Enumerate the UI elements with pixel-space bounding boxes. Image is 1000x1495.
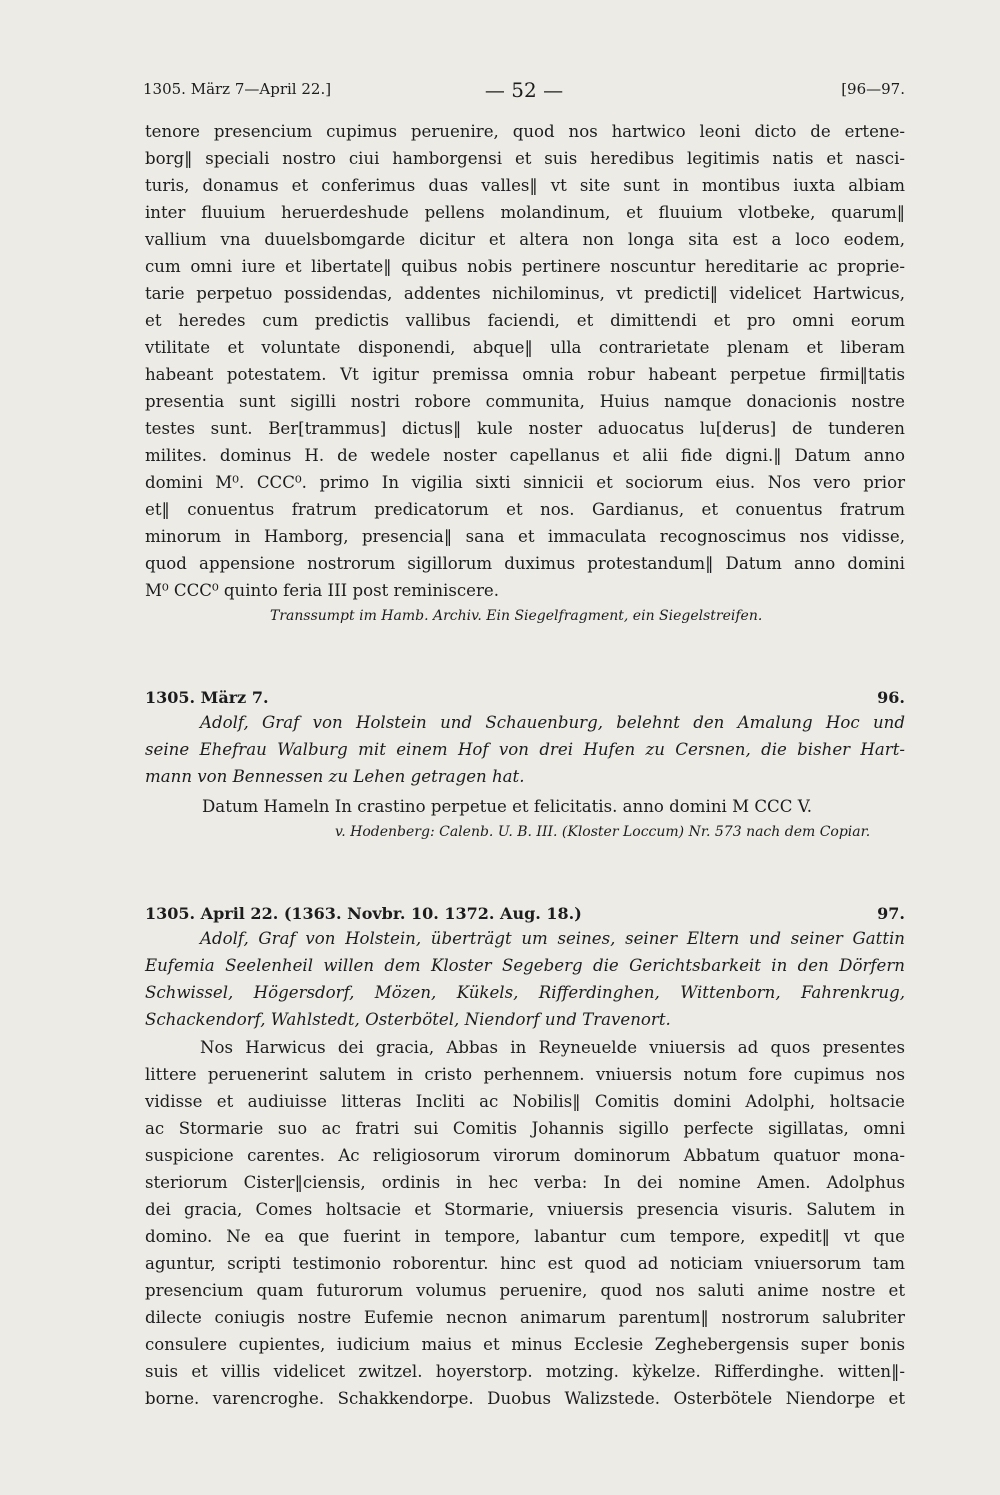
entry-header	[145, 685, 905, 711]
text-line: suis et villis videlicet zwitzel. hoyerstorp. motzing. kỳkelze. Rifferdinghe. witten‖-	[145, 1362, 905, 1381]
text-line: minorum in Hamborg, presencia‖ sana et immaculata recognoscimus nos vidisse,	[145, 527, 905, 546]
page-number: — 52 —	[484, 78, 564, 102]
text-line: domino. Ne ea que fuerint in tempore, labantur cum tempore, expedit‖ vt que	[145, 1227, 905, 1246]
text-line: cum omni iure et libertate‖ quibus nobis pertinere noscuntur hereditarie ac proprie-	[145, 257, 905, 276]
text-line: domini M⁰. CCC⁰. primo In vigilia sixti sinnicii et sociorum eius. Nos vero prior	[145, 473, 905, 492]
text-line: ac Stormarie suo ac fratri sui Comitis Johannis sigillo perfecte sigillatas, omni	[145, 1119, 905, 1138]
running-head-entry-range: [96—97.	[841, 80, 905, 98]
entry-date: 1305. April 22. (1363. Novbr. 10. 1372. Aug. 18.)	[145, 904, 582, 923]
regest-line: seine Ehefrau Walburg mit einem Hof von drei Hufen zu Cersnen, die bisher Hart-	[145, 740, 905, 759]
text-line: testes sunt. Ber[trammus] dictus‖ kule noster aduocatus lu[derus] de tunderen	[145, 419, 905, 438]
text-line: presentia sunt sigilli nostri robore communita, Huius namque donacionis nostre	[145, 392, 905, 411]
regest-line: Eufemia Seelenheil willen dem Kloster Segeberg die Gerichtsbarkeit in den Dörfern	[145, 956, 905, 975]
source-note: v. Hodenberg: Calenb. U. B. III. (Kloster Loccum) Nr. 573 nach dem Copiar.	[335, 824, 871, 840]
text-line: presencium quam futurorum volumus peruenire, quod nos saluti anime nostre et	[145, 1281, 905, 1300]
text-line: dei gracia, Comes holtsacie et Stormarie, vniuersis presencia visuris. Salutem in	[145, 1200, 905, 1219]
text-line: inter fluuium heruerdeshude pellens molandinum, et fluuium vlotbeke, quarum‖	[145, 203, 905, 222]
entry-number: 97.	[877, 904, 905, 923]
running-head-date-range: 1305. März 7—April 22.]	[143, 80, 332, 98]
regest-line: Adolf, Graf von Holstein, überträgt um seines, seiner Eltern und seiner Gattin	[200, 929, 905, 948]
text-line: suspicione carentes. Ac religiosorum virorum dominorum Abbatum quatuor mona-	[145, 1146, 905, 1165]
text-line: tenore presencium cupimus peruenire, quod nos hartwico leoni dicto de ertene-	[145, 122, 905, 141]
text-line: vtilitate et voluntate disponendi, abque‖ ulla contrarietate plenam et liberam	[145, 338, 905, 357]
text-line: M⁰ CCC⁰ quinto feria III post reminiscere.	[145, 581, 499, 600]
entry-number: 96.	[877, 688, 905, 707]
text-line: milites. dominus H. de wedele noster capellanus et alii fide digni.‖ Datum anno	[145, 446, 905, 465]
text-line: steriorum Cister‖ciensis, ordinis in hec verba: In dei nomine Amen. Adolphus	[145, 1173, 905, 1192]
text-line: aguntur, scripti testimonio roborentur. hinc est quod ad noticiam vniuersorum tam	[145, 1254, 905, 1273]
text-line: habeant potestatem. Vt igitur premissa omnia robur habeant perpetue firmi‖tatis	[145, 365, 905, 384]
entry-date: 1305. März 7.	[145, 688, 269, 707]
regest-line: Schackendorf, Wahlstedt, Osterbötel, Niendorf und Travenort.	[145, 1010, 671, 1029]
text-line: et‖ conuentus fratrum predicatorum et nos. Gardianus, et conuentus fratrum	[145, 500, 905, 519]
text-line: Nos Harwicus dei gracia, Abbas in Reyneuelde vniuersis ad quos presentes	[200, 1038, 905, 1057]
entry-header	[145, 901, 905, 927]
text-line: quod appensione nostrorum sigillorum duximus protestandum‖ Datum anno domini	[145, 554, 905, 573]
text-line: littere peruenerint salutem in cristo perhennem. vniuersis notum fore cupimus nos	[145, 1065, 905, 1084]
source-note: Transsumpt im Hamb. Archiv. Ein Siegelfragment, ein Siegelstreifen.	[270, 608, 763, 624]
text-line: et heredes cum predictis vallibus faciendi, et dimittendi et pro omni eorum	[145, 311, 905, 330]
text-line: consulere cupientes, iudicium maius et minus Ecclesie Zeghebergensis super bonis	[145, 1335, 905, 1354]
text-line: dilecte coniugis nostre Eufemie necnon animarum parentum‖ nostrorum salubriter	[145, 1308, 905, 1327]
running-head	[143, 80, 905, 102]
regest-line: mann von Bennessen zu Lehen getragen hat.	[145, 767, 525, 786]
regest-line: Adolf, Graf von Holstein und Schauenburg, belehnt den Amalung Hoc und	[200, 713, 905, 732]
text-line: turis, donamus et conferimus duas valles‖ vt site sunt in montibus iuxta albiam	[145, 176, 905, 195]
document-text: Datum Hameln In crastino perpetue et felicitatis. anno domini M CCC V.	[202, 797, 813, 816]
text-line: borne. varencroghe. Schakkendorpe. Duobus Walizstede. Osterbötele Niendorpe et	[145, 1389, 905, 1408]
text-line: vallium vna duuelsbomgarde dicitur et altera non longa sita est a loco eodem,	[145, 230, 905, 249]
text-line: borg‖ speciali nostro ciui hamborgensi et suis heredibus legitimis natis et nasci-	[145, 149, 905, 168]
text-line: vidisse et audiuisse litteras Incliti ac Nobilis‖ Comitis domini Adolphi, holtsacie	[145, 1092, 905, 1111]
regest-line: Schwissel, Högersdorf, Mözen, Kükels, Rifferdinghen, Wittenborn, Fahrenkrug,	[145, 983, 905, 1002]
text-line: tarie perpetuo possidendas, addentes nichilominus, vt predicti‖ videlicet Hartwicus,	[145, 284, 905, 303]
